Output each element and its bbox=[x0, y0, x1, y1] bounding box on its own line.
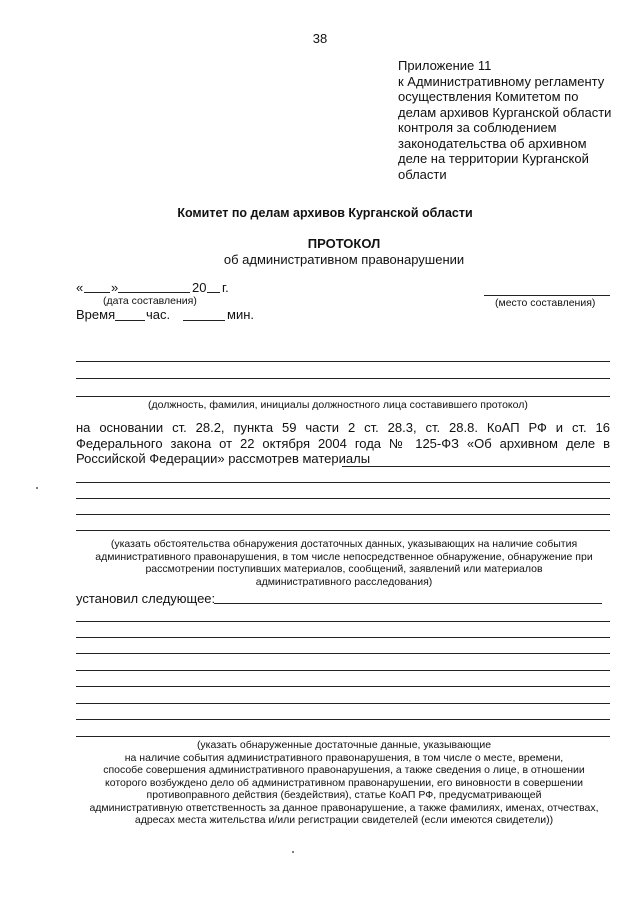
circumstances-caption bbox=[74, 538, 614, 588]
caption-line: рассмотрении поступивших материалов, сообщений, заявлений или материалов bbox=[145, 563, 543, 575]
date-close-quote: » bbox=[111, 280, 119, 295]
circumstances-line[interactable] bbox=[76, 530, 610, 531]
caption-line: административного правонарушения, в том числе непосредственное обнаружение, обнаружение при bbox=[95, 550, 593, 563]
circumstances-line[interactable] bbox=[76, 482, 610, 483]
caption-line: административного расследования) bbox=[255, 575, 433, 588]
findings-line[interactable] bbox=[76, 703, 610, 704]
appendix-line: к Административному регламенту bbox=[398, 73, 605, 89]
official-line[interactable] bbox=[76, 378, 610, 379]
place-blank[interactable] bbox=[484, 295, 610, 296]
document-subtitle: об административном правонарушении bbox=[223, 252, 465, 267]
findings-line[interactable] bbox=[76, 653, 610, 654]
appendix-line: законодательства об архивном bbox=[398, 135, 587, 151]
appendix-line: делам архивов Курганской области bbox=[398, 104, 612, 120]
official-caption: (должность, фамилия, инициалы должностного лица составившего протокол) bbox=[148, 399, 528, 411]
materials-blank[interactable] bbox=[342, 466, 610, 467]
appendix-line: осуществления Комитетом по bbox=[398, 89, 579, 104]
scan-speck bbox=[292, 851, 294, 853]
caption-line: способе совершения административного правонарушения, а также сведения о лице, в отношении bbox=[103, 764, 585, 776]
findings-line[interactable] bbox=[76, 736, 610, 737]
appendix-line: Приложение 11 bbox=[398, 58, 492, 73]
findings-line[interactable] bbox=[76, 719, 610, 720]
findings-line[interactable] bbox=[76, 621, 610, 622]
year-blank[interactable] bbox=[207, 292, 220, 293]
hours-blank[interactable] bbox=[115, 320, 145, 321]
caption-line: на наличие события административного правонарушения, в том числе о месте, времени, bbox=[124, 751, 564, 764]
date-caption: (дата составления) bbox=[103, 295, 197, 307]
circumstances-line[interactable] bbox=[76, 498, 610, 499]
caption-line: адресах места жительства и/или регистрации свидетелей (если имеются свидетели)) bbox=[134, 814, 554, 826]
page-number: 38 bbox=[312, 31, 328, 46]
date-open-quote: « bbox=[76, 280, 84, 295]
minutes-label: мин. bbox=[227, 307, 254, 322]
scan-speck bbox=[36, 487, 38, 489]
basis-paragraph: на основании ст. 28.2, пункта 59 части 2 ст. 28.3, ст. 28.8. КоАП РФ и ст. 16 Федерального закона от 22 октября 2004 года № 125-ФЗ «Об архивном деле в Российской Федерации» рассмотрев материалы bbox=[76, 420, 610, 466]
appendix-block bbox=[398, 58, 611, 182]
day-blank[interactable] bbox=[84, 292, 110, 293]
appendix-line: деле на территории Курганской bbox=[398, 151, 589, 166]
findings-line[interactable] bbox=[76, 637, 610, 638]
final-caption bbox=[74, 739, 614, 827]
appendix-line: области bbox=[398, 166, 447, 182]
appendix-line: контроля за соблюдением bbox=[398, 120, 557, 135]
findings-line[interactable] bbox=[76, 686, 610, 687]
time-label: Время bbox=[76, 307, 116, 322]
official-line[interactable] bbox=[76, 361, 610, 362]
month-blank[interactable] bbox=[118, 292, 190, 293]
minutes-blank[interactable] bbox=[183, 320, 225, 321]
committee-heading: Комитет по делам архивов Курганской области bbox=[177, 206, 473, 220]
established-label: установил следующее: bbox=[76, 591, 216, 606]
hours-label: час. bbox=[146, 307, 171, 322]
established-blank[interactable] bbox=[214, 603, 602, 604]
caption-line: административную ответственность за данное правонарушение, а также фамилиях, именах, отчествах, bbox=[89, 801, 599, 814]
findings-line[interactable] bbox=[76, 670, 610, 671]
caption-line: (указать обстоятельства обнаружения достаточных данных, указывающих на наличие события bbox=[110, 538, 578, 550]
caption-line: противоправного действия (бездействия), статье КоАП РФ, предусматривающей bbox=[146, 789, 542, 801]
caption-line: (указать обнаруженные достаточные данные, указывающие bbox=[196, 739, 492, 751]
place-caption: (место составления) bbox=[495, 297, 596, 309]
official-line[interactable] bbox=[76, 396, 610, 397]
year-suffix: г. bbox=[222, 280, 229, 295]
circumstances-line[interactable] bbox=[76, 514, 610, 515]
caption-line: которого возбуждено дело об административном правонарушении, его виновности в совершении bbox=[105, 776, 583, 789]
document-title: ПРОТОКОЛ bbox=[307, 236, 381, 251]
year-prefix: 20 bbox=[192, 280, 207, 295]
